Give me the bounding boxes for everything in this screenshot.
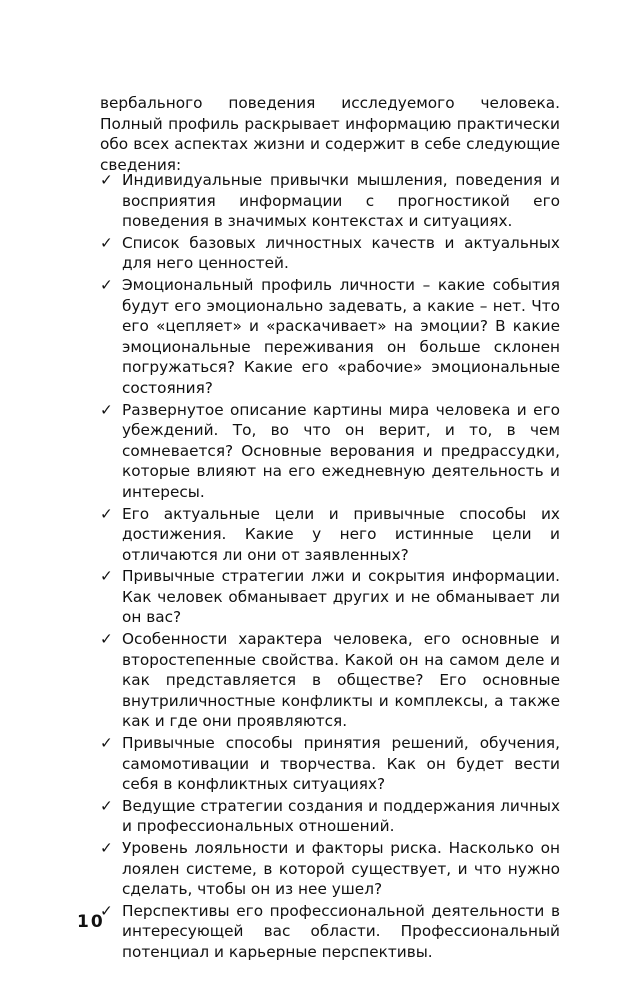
bullet-item: [100, 733, 560, 795]
bullet-text: Индивидуальные привычки мышления, поведения и восприятия информации с прогностикой его поведения в значимых контекстах и ситуациях.: [122, 171, 560, 231]
check-icon: ✓: [100, 630, 113, 649]
bullet-item: [100, 170, 560, 232]
bullet-list: [100, 170, 560, 964]
check-icon: ✓: [100, 839, 113, 857]
bullet-text: Эмоциональный профиль личности – какие события будут его эмоционально задевать, а какие – нет. Что его «цепляет» и «раскачивает» на эмоции? В какие эмоциональные переживания он больше склонен погружаться? Какие его «рабочие» эмоциональные состояния?: [122, 275, 560, 397]
bullet-item: [100, 838, 560, 900]
check-icon: ✓: [100, 734, 113, 753]
check-icon: ✓: [100, 504, 113, 523]
bullet-item: [100, 901, 560, 963]
bullet-text: Развернутое описание картины мира человека и его убеждений. То, во что он верит, и то, в чем сомневается? Основные верования и предрассудки, которые влияют на его ежедневную деятельность и интересы.: [122, 400, 560, 501]
bullet-item: [100, 629, 560, 732]
check-icon: ✓: [100, 567, 113, 586]
bullet-item: [100, 796, 560, 837]
check-icon: ✓: [100, 275, 113, 294]
check-icon: ✓: [100, 233, 113, 252]
bullet-text: Перспективы его профессиональной деятельности в интересующей вас области. Профессиональный потенциал и карьерные перспективы.: [122, 901, 560, 961]
bullet-text: Ведущие стратегии создания и поддержания личных и профессиональных отношений.: [122, 796, 560, 836]
bullet-item: [100, 400, 560, 503]
bullet-text: Привычные стратегии лжи и сокрытия информации. Как человек обманывает других и не обманывает ли он вас?: [122, 567, 560, 627]
bullet-item: [100, 233, 560, 274]
bullet-text: Привычные способы принятия решений, обучения, самомотивации и творчества. Как он будет вести себя в конфликтных ситуациях?: [122, 734, 560, 794]
intro-paragraph: вербального поведения исследуемого человека. Полный профиль раскрывает информацию практически обо всех аспектах жизни и содержит в себе следующие сведения:: [100, 94, 560, 174]
bullet-item: [100, 566, 560, 628]
check-icon: ✓: [100, 901, 113, 920]
check-icon: ✓: [100, 400, 113, 419]
bullet-item: [100, 504, 560, 566]
page-number: 10: [77, 912, 105, 932]
bullet-text: Уровень лояльности и факторы риска. Насколько он лоялен системе, в которой существует, и что нужно сделать, чтобы он из нее ушел?: [122, 839, 560, 899]
bullet-text: Его актуальные цели и привычные способы их достижения. Какие у него истинные цели и отличаются ли они от заявленных?: [122, 504, 560, 564]
bullet-text: Список базовых личностных качеств и актуальных для него ценностей.: [122, 233, 560, 273]
bullet-text: Особенности характера человека, его основные и второстепенные свойства. Какой он на самом деле и как представляется в обществе? Его основные внутриличностные конфликты и комплексы, а также как и где они проявляются.: [122, 630, 560, 731]
check-icon: ✓: [100, 796, 113, 815]
check-icon: ✓: [100, 171, 113, 189]
bullet-item: [100, 275, 560, 399]
